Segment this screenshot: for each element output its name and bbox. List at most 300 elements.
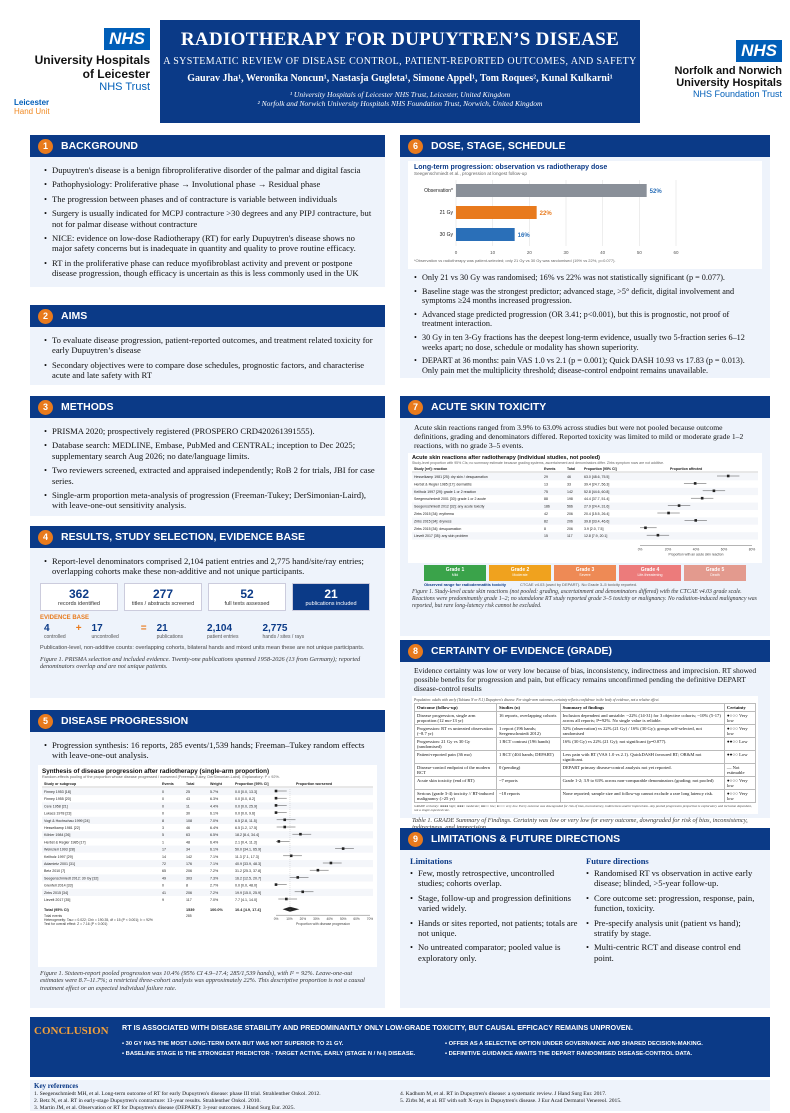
eb-value: 17 [91,622,103,634]
table-cell: 2.7% [210,883,219,888]
nhs-logo-left: NHS [104,28,150,50]
table-cell: 25 [186,789,190,794]
section-title: AIMS [61,310,88,322]
forest-subtitle: Random-effects pooling of the proportion whose disease progressed / worsened (Freeman-Tukey, DerSimonian-Laird). Explanatory: I² = 92%. [42,774,280,779]
grade-table [414,703,756,803]
table-cell: 15 [544,534,548,539]
table-cell: 206 [186,869,192,874]
x-tick-label: 20 [526,250,532,255]
table-cell: 12.8 [7.9, 20.1] [584,534,608,539]
stat-card [40,583,118,611]
table-cell: Lievelt 2017 [35]: any skin problem [414,534,469,539]
methods-list [30,418,385,511]
table-cell: Zirbs 2015 [34] [44,890,68,895]
grade-scale-notes [424,582,746,587]
background-list [30,157,385,279]
dose-list [400,269,770,375]
eb-value: 2,775 [262,622,288,634]
list-item: • Baseline stage was the strongest predictor; advanced stage, >5° deficit, digital involvement and symptoms ≥24 months increased progression. [414,287,760,306]
table-cell: Finney 1955 [20] [44,797,71,802]
list-item: • 30 Gy in ten 3-Gy fractions has the deepest long-term evidence, usually two 5-fraction series 6–12 weeks apart; no dose, schedule or modality has shown superiority. [414,333,760,352]
table-cell: Seegenschmiedt 2012 [32]: any acute toxicity [414,504,485,509]
table-cell: ~18 reports [496,790,560,803]
table-row-bg [42,860,373,867]
grade-footnote: GRADE certainty: ●●●● high; ●●●○ moderate; ●●○○ low; ●○○○ very low. Every outcome was downgraded for risk of bias, inconsistency, indirectness and/or imprecision. Any pooled progression proportion is exploratory and inclusion dependent, not a single expected rate. [414,804,752,812]
column-header: Studies (n) [496,704,560,712]
section-title: CERTAINTY OF EVIDENCE (GRADE) [431,645,613,657]
section-title: DISEASE PROGRESSION [61,715,189,727]
forest-subtitle: Study-level proportion with 95% CIs; no summary estimate because grading systems, ascertainment and denominators differ. Zirbs symptom rows are not additive. [412,461,665,465]
table-cell: 6.5 [1.2, 17.5] [235,825,257,830]
future-list [586,866,762,963]
table-cell: 29 [544,475,548,479]
stat-value: 52 [240,586,254,601]
table-cell: 0.0 [0.0, 9.6] [235,811,255,816]
table-cell: 5.7% [210,789,219,794]
table-row [415,764,756,777]
table-cell: Seegenschmiedt 2012: 30 Gy [32] [44,876,99,881]
section-limitations [400,828,770,1008]
grade-box [489,565,551,581]
table-cell: 46 [567,475,571,479]
table-cell: Disease progression, single arm proportion (12 mo-13 yr) [415,712,497,725]
stat-card [124,583,202,611]
table-cell: Less pain with RT (VAS 1.0 vs 2.1). QuickDASH favoured RT; OR&M not significant. [560,751,724,764]
table-cell: 4.4% [210,804,219,809]
summary-diamond [283,907,300,912]
reference-item: 3. Martin JM, et al. Observation or RT for Dupuytren's disease (DEPART): 3-year outcomes. J Hand Surg Eur. 2025. [34,1105,295,1111]
section-title: LIMITATIONS & FUTURE DIRECTIONS [431,833,621,845]
grade-box [619,565,681,581]
table-cell: 52% (observation) vs 22% (21 Gy) / 16% (30 Gy); groups self-selected, not randomised [560,725,724,738]
evidence-base-row [30,621,385,640]
nhs-logo-right: NHS [736,40,782,62]
logo-right-trust: NHS Foundation Trust [692,89,782,99]
figure-caption: Figure 1. Sixteen-report pooled progression was 10.4% (95% CI 4.9–17.4; 285/1,539 hands), with I² = 92%. Leave-one-out estimates were 8.7–11.7%; a restricted three-cohort analysis was approximately 22%. This descriptive proportion is not a causal treatment effect or an expected individual failure rate. [40,969,365,992]
column-header: Weight [210,781,222,786]
table-cell: Finney 1953 [18] [44,789,71,794]
table-cell: Disease-control endpoint of the modern RCT [415,764,497,777]
forest-plot-toxicity [408,453,762,563]
conclusion-point-text: DEFINITIVE GUIDANCE AWAITS THE DEPART RANDOMISED DISEASE-CONTROL DATA. [448,1051,693,1058]
conclusion-point-text: BASELINE STAGE IS THE STRONGEST PREDICTOR - TARGET ACTIVE, EARLY (STAGE N / N-I) DISEASE. [125,1051,416,1058]
column-header: Events [162,781,174,786]
grade-desc: Moderate [512,573,528,577]
conclusion-point: • DEFINITIVE GUIDANCE AWAITS THE DEPART RANDOMISED DISEASE-CONTROL DATA. [445,1051,693,1058]
table-cell: 49 [162,876,166,881]
table-cell: 33 [567,482,571,487]
references-col [34,1091,400,1112]
table-cell: 5 [162,833,164,838]
table-row [415,790,756,803]
x-tick-label: 50% [339,917,347,922]
table-cell: Lievelt 2017 [35] [44,897,71,902]
list-item: • DEPART at 36 months: pain VAS 1.0 vs 2.1 (p = 0.001); Quick DASH 10.93 vs 17.83 (p = 0.013). Only pain met the multiplicity threshold; disease-control endpoint remains unavailable. [414,356,760,375]
logo-left-trust: NHS Trust [99,81,150,93]
grade-caption: Observed range for radiodermatitis toxicity [424,582,507,587]
table-cell: 0 (pending) [496,764,560,777]
table-cell: 39.4 [24.7, 56.3] [584,482,610,487]
grade-label: Grade 1 [445,567,465,573]
eb-value: 21 [156,622,168,634]
table-cell: 88 [544,497,548,502]
x-tick-label: 30 [563,250,569,255]
section-number: 4 [38,530,53,545]
list-item: • Dupuytren's disease is a benign fibroproliferative disorder of the palmar and digital fascia [44,165,375,175]
x-tick-label: 30% [313,917,320,922]
section-header [400,828,770,850]
stat-value: 21 [324,586,338,601]
conclusion-point: • OFFER AS A SELECTIVE OPTION UNDER GOVERNANCE AND SHARED DECISION-MAKING. [445,1041,703,1047]
forest-plot-svg [42,779,373,961]
grade-note: CTCAE v4.03 (used by DEPART). No Grade 3–5 toxicity reported. [520,582,638,587]
table-cell: 206 [567,526,573,531]
table-cell: 176 [186,861,192,866]
list-item: • Pathophysiology: Proliferative phase → Involutional phase → Residual phase [44,179,375,189]
table-cell: 6.1% [210,811,219,816]
table-cell: 44.4 [37.7, 51.4] [584,497,610,502]
figure-caption: Figure 1. PRISMA selection and included evidence. Twenty-one publications spanned 1958-2026 (13 from Germany); reported denominators overlap and are not unique patients. [40,655,361,671]
table-cell: 9 [162,897,164,902]
table-cell: ~7 reports [496,777,560,790]
eb-value: 4 [44,622,50,634]
table-cell: ●○○○ Very low [724,725,755,738]
table-row-bg [42,831,373,838]
table-cell: 16.2 [12.5, 20.7] [235,876,261,881]
eb-label: uncontrolled [91,633,119,640]
total-weight: 100.0% [210,908,223,913]
table-row [415,777,756,790]
table-cell: 41 [162,890,166,895]
list-item: • Two reviewers screened, extracted and appraised independently; RoB 2 for trials, JBI for case series. [44,465,375,486]
data-label: 16% [517,233,530,239]
table-cell: Patient-reported pain (36 mo) [415,751,497,764]
section-certainty [400,640,770,824]
total-estimate: 10.4 [4.9, 17.4] [235,908,261,913]
future-column [586,856,762,967]
table-cell: 42 [544,512,548,516]
table-cell: 142 [186,854,192,859]
column-header: Outcome (follow-up) [415,704,497,712]
table-cell: ●●○○ Low [724,751,755,764]
table-cell: Progression: RT vs untreated observation (~8.7 yr) [415,725,497,738]
table-cell: 3.9 [2.0, 7.5] [584,526,604,531]
table-cell: Grade 1-2; 3.9 to 63% across non-comparable denominators (grading; not pooled) [560,777,724,790]
table-cell: Keilholz 1997 [29] [44,854,73,859]
x-tick-label: 40% [692,547,700,552]
table-cell: 16% (30 Gy) vs 22% (21 Gy); not significant (p=0.077). [560,738,724,751]
section-title: BACKGROUND [61,140,138,152]
table-cell: 63 [186,833,190,838]
poster-authors: Gaurav Jha¹, Weronika Noncun¹, Nastasja Gugleta¹, Simone Appel¹, Tom Roques², Kunal Kulkarni¹ [187,73,613,84]
column-header: Proportion worsened [296,781,333,786]
table-cell: 48 [186,840,190,845]
table-cell: 63.0 [48.6, 75.5] [584,475,610,479]
leicester-logo [10,28,150,116]
list-item: • Few, mostly retrospective, uncontrolled studies; cohorts overlap. [410,868,582,889]
table-cell: 13 [544,482,548,487]
table-cell: ●○○○ Very low [724,712,755,725]
logo-right-line2: University Hospitals [676,77,782,89]
table-cell: Köhler 1984 [26] [44,833,71,838]
x-tick-label: 50 [636,250,642,255]
table-cell: Adamietz 2001 [31] [44,861,75,866]
limitations-columns [400,850,770,967]
reference-item: 2. Betz N, et al. RT in early-stage Dupuytren's contracture: 13-year results. Strahlenther Onkol. 2010. [34,1098,261,1104]
table-row-bg [42,788,373,795]
section-header [400,396,770,418]
grade-label: Grade 4 [640,567,660,573]
logo-left-line1: University Hospitals [34,53,150,67]
bar-0 [456,184,647,197]
table-cell: Zirbs 2015 [34]: dryness [414,519,452,524]
eb-item [262,623,304,640]
forest-plot-progression [38,765,377,967]
table-row-bg [42,896,373,903]
section-header [400,640,770,662]
table-row [415,751,756,764]
table-cell: 7.2% [210,890,219,895]
ctcae-grade-scale [424,565,746,581]
column-header: Total [567,467,576,471]
references-col [400,1091,766,1112]
table-cell: Seegenschmiedt 2001 [30]: grade 1 or 2 acute [414,497,486,502]
table-row-bg [42,824,373,831]
table-cell: 186 [544,504,550,509]
hand-unit-line1: Leicester [14,98,50,107]
table-cell: 2.1 [0.4, 11.3] [235,840,257,845]
x-tick-label: 0% [273,917,279,922]
grade-box [424,565,486,581]
x-tick-label: 0% [637,547,643,552]
total-label: Total (95% CI) [44,908,69,913]
list-item: • Only 21 vs 30 Gy was randomised; 16% vs 22% was not statistically significant (p = 0.077). [414,273,760,283]
table-cell: 7.7 [4.1, 14.0] [235,897,257,902]
table-cell: 117 [567,534,573,539]
table-cell: 0 [162,789,164,794]
conclusion-banner [30,1017,770,1077]
table-cell: 6.4% [210,825,219,830]
column-header: Study [ref]: reaction [414,467,448,471]
table-row-bg [42,817,373,824]
table-cell: 206 [567,512,573,516]
table-cell: 1 [162,840,164,845]
evidence-base-label: EVIDENCE BASE [40,614,90,621]
table-cell: 1 RCT contrast (196 hands) [496,738,560,751]
table-cell: 142 [567,489,573,494]
table-cell: 72 [162,861,166,866]
table-cell: 3 [162,825,164,830]
list-item: • Hands or sites reported, not patients; totals are not unique. [410,918,582,939]
table-cell: 7.1% [210,861,219,866]
table-row-bg [42,867,373,874]
table-cell: 18.2 [8.4, 34.4] [235,833,259,838]
table-cell: 6.1% [210,847,219,852]
eb-value: 2,104 [207,622,233,634]
table-cell: 8 [162,818,164,823]
x-tick-label: 20% [664,547,672,552]
table-row-bg [42,889,373,896]
list-item: • PRISMA 2020; prospectively registered (PROSPERO CRD420261391555). [44,426,375,436]
x-tick-label: 20% [299,917,307,922]
footnote: Heterogeneity: Tau² = 0.022; Chi² = 190.35, df = 15 (P < 0.001); I² = 92% [44,918,153,923]
table-cell: 0.0 [0.0, 13.3] [235,789,257,794]
table-cell: 43 [186,797,190,802]
section-number: 7 [408,400,423,415]
future-title: Future directions [586,856,649,866]
section-dose [400,135,770,378]
table-row-bg [42,795,373,802]
table-cell: 6.3% [210,797,219,802]
table-row-bg [42,845,373,852]
poster-title: RADIOTHERAPY FOR DUPUYTREN’S DISEASE [180,29,620,50]
references-title: Key references [34,1082,79,1090]
section-title: RESULTS, STUDY SELECTION, EVIDENCE BASE [61,531,306,543]
forest-plot-svg [412,465,758,560]
x-tick-label: 60% [720,547,728,552]
table-cell: 0 [162,883,164,888]
table-cell: 0.0 [0.0, 48.0] [235,883,257,888]
stat-label: publications included [305,600,357,607]
table-cell: 6.5% [210,833,219,838]
table-cell: 7.3% [210,876,219,881]
section-aims [30,305,385,385]
table-cell: Serious (grade 3-4) toxicity // RT-induced malignancy (>25 yr) [415,790,497,803]
chart-title: Long-term progression: observation vs radiotherapy dose [414,164,608,171]
conclusion-col-right [445,1041,765,1058]
section-header [30,396,385,418]
table-cell: 0 [162,804,164,809]
grade-desc: Life-threatening [637,573,663,577]
table-cell: 16 reports, overlapping cohorts [496,712,560,725]
table-cell: Vogt & Hochschau 1999 [24] [44,818,90,823]
logo-left-line2: of Leicester [82,67,150,81]
table-cell: 7.0% [210,897,219,902]
stat-card [208,583,286,611]
references [30,1080,770,1111]
table-header-row [415,704,756,712]
x-tick-label: 40 [600,250,606,255]
bar-chart-svg [414,176,756,258]
toxicity-intro: Acute skin reactions ranged from 3.9% to 63.0% across studies but were not pooled because outcome definitions, grading and denominators differed. Reported toxicity was limited to mild or moderate grade 1–2 reactions, with no grade 3–5 events. [414,423,744,450]
table-cell: 7.1% [210,854,219,859]
section-number: 3 [38,400,53,415]
table-cell: None reported; sample size and follow-up cannot exclude a rare long latency risk. [560,790,724,803]
prisma-stats [30,581,385,611]
section-toxicity [400,396,770,636]
column-header: Total [186,781,195,786]
x-axis-label: Proportion with disease progression [296,922,350,927]
table-row-bg [42,802,373,809]
section-number: 2 [38,309,53,324]
section-number: 6 [408,139,423,154]
table-cell: 46 [186,825,190,830]
stat-value: 362 [68,586,90,601]
x-axis-label: Proportion with an acute skin reaction [668,552,724,557]
stat-label: records identified [58,600,100,607]
limitations-column [410,856,586,967]
table-cell: Inclusion dependent and unstable: ~22% (14-31) for 3 objective cohorts; ~10% (5-17) across all reports; I²=92%. No single value is reliable. [560,712,724,725]
footnote: Test for overall effect: Z = 7.16 (P < 0.001) [44,922,108,927]
section-title: METHODS [61,401,114,413]
table-cell: 206 [186,890,192,895]
results-list [30,548,385,577]
table-cell: 0 [162,811,164,816]
table-cell: 50.0 [34.1, 65.9] [235,847,261,852]
table-cell: 65 [162,869,166,874]
limitations-title: Limitations [410,856,453,866]
table-cell: Hesselkamp 1981 [25]: dry skin / desquamation [414,475,488,479]
grade-desc: Mild [451,573,459,577]
section-header [30,526,385,548]
eb-item [44,623,66,640]
table-cell: Progression: 21 Gy vs 30 Gy (randomised) [415,738,497,751]
table-cell: 31.2 [25.3, 37.8] [235,869,261,874]
affiliation-1: ¹ University Hospitals of Leicester NHS Trust, Leicester, United Kingdom [289,90,511,99]
conclusion-label: CONCLUSION [34,1025,109,1037]
stat-label: full texts assessed [224,600,270,607]
list-item: • Pre-specify analysis unit (patient vs hand); stratify by stage. [586,918,758,939]
table-cell: 1 RCT (404 hands; DEPART) [496,751,560,764]
table-cell: 19.9 [15.0, 25.9] [235,890,261,895]
eb-item [207,623,238,640]
eb-label: hands / sites / rays [262,633,305,640]
list-item: • To evaluate disease progression, patient-reported outcomes, and treatment related toxicity for early Dupuytren’s disease [44,335,375,356]
table-cell: 198 [567,497,573,502]
table-cell: 82 [544,519,548,524]
table-cell: 8 [544,526,546,531]
table-cell: Betz 2010 [7] [44,869,66,874]
grade-table-wrap [412,696,758,814]
list-item: • Core outcome set: progression, response, pain, function, toxicity. [586,893,758,914]
stat-label: titles / abstracts screened [131,600,195,607]
table-cell: 34 [186,847,190,852]
table-cell: 7.2% [210,869,219,874]
list-item: • The progression between phases and of contracture is variable between individuals [44,194,375,204]
table-cell: 17 [162,847,166,852]
conclusion-point: • BASELINE STAGE IS THE STRONGEST PREDICTOR - TARGET ACTIVE, EARLY (STAGE N / N-I) DISEASE. [122,1051,416,1058]
section-header [30,305,385,327]
table-cell: 566 [567,504,573,509]
table-cell: 8 [186,883,188,888]
table-cell: Acute skin toxicity (end of RT) [415,777,497,790]
figure-caption: Figure 1. Study-level acute skin reactions (not pooled: grading, ascertainment and denominators differed) with the CTCAE v4.03 grade scale. Reactions were predominantly grade 1–2; no standalone RT study reported grade 3–5 toxicity or malignancy. No radiation-induced malignancy was reported, but rare long-latency risk cannot be excluded. [412,589,757,609]
table-row-bg [42,881,373,888]
data-label: 22% [539,211,552,217]
list-item: • Multi-centric RCT and disease control end point. [586,942,758,963]
table-cell: Lukacs 1978 [23] [44,811,72,816]
stat-value: 277 [152,586,174,601]
poster-header [0,0,790,123]
section-results [30,526,385,698]
column-header: Proportion affected [670,467,703,471]
table-caption: Table 1. GRADE Summary of Findings. Certainty was low or very low for every outcome, downgraded for risk of bias, inconsistency, [412,817,748,824]
column-header: Summary of findings [560,704,724,712]
grade-label: Grade 2 [510,567,530,573]
list-item: • Single-arm proportion meta-analysis of progression (Freeman-Tukey; DerSimonian-Laird), with leave-one-out sensitivity analysis. [44,490,375,511]
table-cell: 6.4% [210,840,219,845]
data-label: 52% [649,189,662,195]
affiliation-2: ² Norfolk and Norwich University Hospitals NHS Foundation Trust, Norwich, United Kingdom [257,99,543,108]
table-cell: 14 [162,854,166,859]
table-cell: Keilholz 1997 [29]: grade 1 or 2 reaction [414,489,477,494]
grade-desc: Death [710,573,720,577]
table-cell: — Not estimable [724,764,755,777]
table-cell: 30 [186,811,190,816]
table-cell: 20.4 [15.5, 26.4] [584,512,610,516]
x-tick-label: 60% [353,917,360,922]
table-cell: 7.0% [210,818,219,823]
